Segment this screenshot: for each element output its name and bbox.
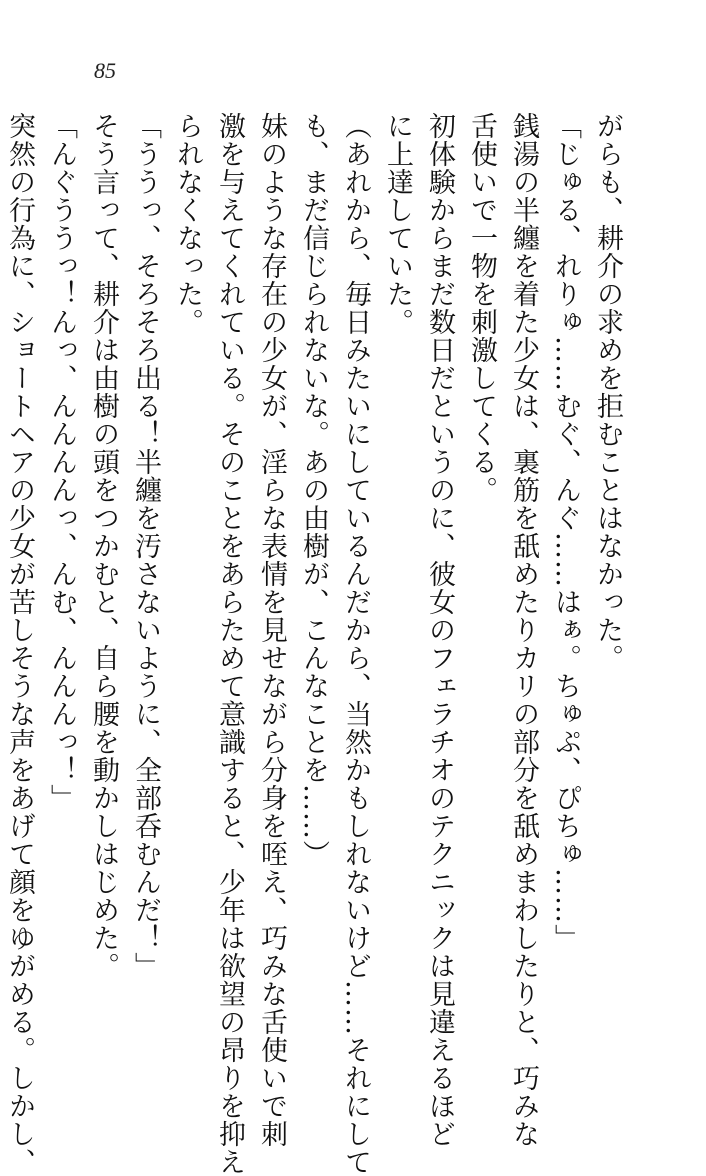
text-line: そう言って、耕介は由樹の頭をつかむと、自ら腰を動かしはじめた。 [88,112,119,980]
text-line: 「じゅる、れりゅ……むぐ、んぐ……はぁ。ちゅぷ、ぴちゅ……」 [550,112,581,952]
text-line: 初体験からまだ数日だというのに、彼女のフェラチオのテクニックは見違えるほど [424,112,455,1148]
text-line: （あれから、毎日みたいにしているんだから、当然かもしれないけど……それにして [340,112,371,1176]
text-line: 銭湯の半纏を着た少女は、裏筋を舐めたりカリの部分を舐めまわしたりと、巧みな [508,112,539,1148]
text-line: 「んぐううっ！んっ、んんんんっ、んむ、んんんっ！」 [46,112,77,812]
text-line: がらも、耕介の求めを拒むことはなかった。 [592,112,623,672]
text-line: 「ううっ、そろそろ出る！半纏を汚さないように、全部呑むんだ！」 [130,112,161,980]
text-line: も、まだ信じられないな。あの由樹が、こんなことを……） [298,112,329,868]
text-line: 舌使いで一物を刺激してくる。 [466,112,497,504]
text-line: 突然の行為に、ショートヘアの少女が苦しそうな声をあげて顔をゆがめる。しかし、 [4,112,35,1176]
text-line: 妹のような存在の少女が、淫らな表情を見せながら分身を咥え、巧みな舌使いで刺 [256,112,287,1148]
page-number: 85 [94,58,116,83]
text-line: られなくなった。 [172,112,203,336]
text-line: 激を与えてくれている。そのことをあらためて意識すると、少年は欲望の昂りを抑え [214,112,245,1176]
body-text [4,112,628,1176]
text-line: に上達していた。 [382,112,413,336]
